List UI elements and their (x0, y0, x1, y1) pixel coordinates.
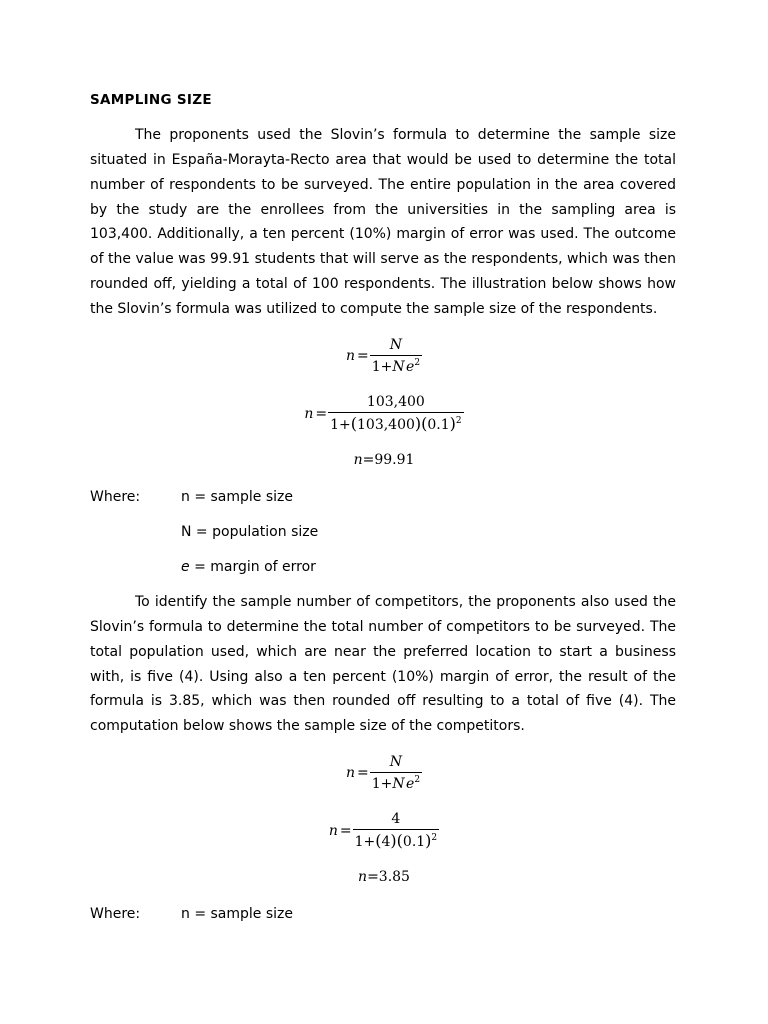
formula-result-1 (0, 452, 768, 468)
paragraph-competitors: To identify the sample number of competitors, the proponents also used the Slovin’s formula to determine the total number of competitors to be surveyed. The total population used, which are near the preferred location to start a business with, is five (4). Using also a ten percent (10%) margin of error, the result of the formula is 3.85, which was then rounded off resulting to a total of five (4). The computation below shows the sample size of the competitors. (90, 594, 676, 735)
formula-denominator: $1+(103,400)(0.1)^2$ (330, 414, 462, 433)
result-equals: = (367, 869, 379, 885)
where-label-1: Where: (90, 489, 141, 505)
formula-equals: = (339, 822, 352, 839)
formula-fraction (328, 394, 464, 433)
where-label-2: Where: (90, 906, 141, 922)
formula-denominator: 1+N $e^2$ (370, 355, 422, 375)
formula-result-2 (0, 869, 768, 885)
formula-lhs: n (345, 765, 355, 781)
formula-numerator: N (389, 337, 402, 353)
result-equals: = (362, 452, 375, 468)
formula-numerator: 103,400 (366, 394, 425, 410)
slovin-formula-general-2 (0, 754, 768, 792)
definition-n-2: n = sample size (181, 906, 294, 922)
formula-denominator: 1+N $e^2$ (370, 772, 422, 792)
formula-fraction (370, 754, 422, 792)
formula-fraction (353, 811, 440, 850)
slovin-formula-substituted-2 (0, 811, 768, 850)
result-lhs: n (358, 869, 368, 885)
definition-n-1: n = sample size (181, 489, 294, 505)
slovin-formula-general-1 (0, 337, 768, 375)
definition-N: N = population size (181, 524, 319, 540)
formula-lhs: n (304, 405, 314, 422)
formula-fraction (370, 337, 422, 375)
formula-equals: = (356, 348, 369, 364)
result-lhs: n (353, 452, 363, 468)
formula-equals: = (315, 405, 328, 422)
formula-numerator: N (389, 754, 402, 770)
formula-numerator: 4 (391, 811, 401, 827)
formula-lhs: n (328, 822, 338, 839)
section-heading: SAMPLING SIZE (90, 92, 212, 108)
slovin-formula-substituted-1 (0, 394, 768, 433)
paragraph-respondents: The proponents used the Slovin’s formula to determine the sample size situated in España-Morayta-Recto area that would be used to determine the total number of respondents to be surveyed. The entire population in the area covered by the study are the enrollees from the universities in the sampling area is 103,400. Additionally, a ten percent (10%) margin of error was used. The outcome of the value was 99.91 students that will serve as the respondents, which was then rounded off, yielding a total of 100 respondents. The illustration below shows how the Slovin’s formula was utilized to compute the sample size of the respondents. (90, 127, 676, 317)
formula-equals: = (356, 765, 369, 781)
formula-denominator: $1+(4)(0.1)^2$ (354, 831, 438, 850)
definition-e: e = margin of error (181, 559, 316, 575)
result-value: 3.85 (378, 869, 410, 885)
result-value: 99.91 (374, 452, 415, 468)
formula-lhs: n (345, 348, 355, 364)
